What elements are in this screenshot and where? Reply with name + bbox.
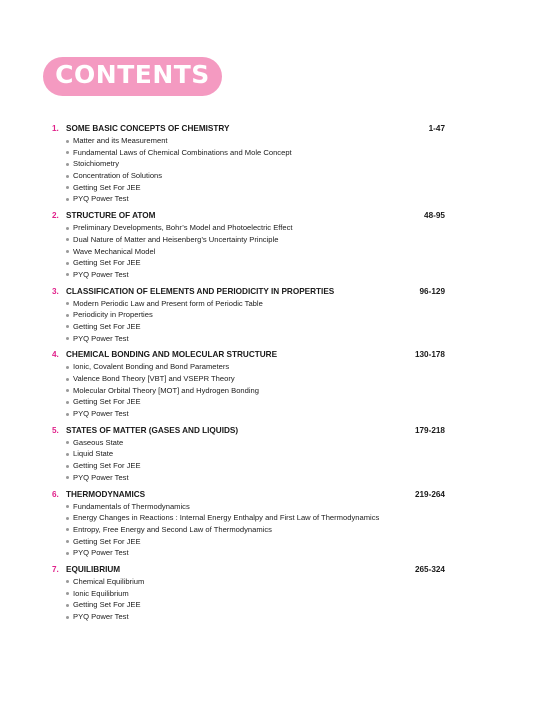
contents-heading: CONTENTS — [55, 60, 210, 89]
topic-item — [52, 512, 445, 524]
bullet-icon — [66, 337, 69, 340]
chapter-heading — [52, 286, 445, 298]
chapter-entry — [52, 286, 445, 345]
topic-item — [52, 599, 445, 611]
bullet-icon — [66, 175, 69, 178]
bullet-icon — [66, 389, 69, 392]
bullet-icon — [66, 517, 69, 520]
topic-label: Getting Set For JEE — [73, 536, 141, 546]
topic-item — [52, 524, 445, 536]
topic-item — [52, 536, 445, 548]
chapter-title: SOME BASIC CONCEPTS OF CHEMISTRY — [66, 124, 230, 133]
topic-list — [52, 298, 445, 345]
bullet-icon — [66, 378, 69, 381]
bullet-icon — [66, 505, 69, 508]
chapter-number: 6. — [52, 489, 59, 499]
chapter-title: EQUILIBRIUM — [66, 564, 121, 574]
topic-label: PYQ Power Test — [73, 612, 129, 621]
bullet-icon — [66, 273, 69, 276]
topic-item — [52, 501, 445, 513]
bullet-icon — [66, 198, 69, 201]
topic-list — [52, 576, 445, 623]
topic-label: Fundamental Laws of Chemical Combinations and Mole Concept — [73, 147, 292, 157]
contents-heading-badge — [43, 57, 222, 96]
chapter-entry — [52, 489, 445, 559]
chapter-title: STRUCTURE OF ATOM — [66, 211, 156, 221]
topic-item — [52, 333, 445, 345]
chapter-title: STATES OF MATTER (GASES AND LIQUIDS) — [66, 425, 239, 435]
bullet-icon — [66, 592, 69, 595]
bullet-icon — [66, 151, 69, 154]
topic-item — [52, 147, 445, 159]
topic-item — [52, 321, 445, 333]
table-of-contents — [52, 123, 445, 628]
chapter-page-range: 265-324 — [414, 564, 445, 574]
chapter-page-range: 219-264 — [414, 489, 445, 499]
bullet-icon — [66, 476, 69, 479]
topic-item — [52, 309, 445, 321]
bullet-icon — [66, 528, 69, 531]
topic-label: Getting Set For JEE — [73, 258, 141, 268]
topic-label: Energy Changes in Reactions : Internal Energy Enthalpy and First Law of Thermodynamics — [73, 513, 380, 523]
topic-label: PYQ Power Test — [73, 333, 129, 343]
topic-label: Entropy, Free Energy and Second Law of Thermodynamics — [73, 524, 272, 534]
chapter-heading — [52, 210, 445, 222]
chapter-heading — [52, 489, 445, 501]
topic-item — [52, 361, 445, 373]
chapter-number: 4. — [52, 350, 59, 360]
chapter-number: 5. — [52, 425, 59, 435]
bullet-icon — [66, 227, 69, 230]
bullet-icon — [66, 186, 69, 189]
topic-item — [52, 437, 445, 449]
bullet-icon — [66, 140, 69, 143]
topic-label: Ionic, Covalent Bonding and Bond Parameters — [73, 362, 230, 372]
bullet-icon — [66, 250, 69, 253]
topic-item — [52, 170, 445, 182]
topic-label: Stoichiometry — [73, 159, 120, 169]
bullet-icon — [66, 401, 69, 404]
bullet-icon — [66, 465, 69, 468]
chapter-number: 3. — [52, 286, 59, 296]
topic-item — [52, 547, 445, 559]
topic-label: Valence Bond Theory [VBT] and VSEPR Theory — [73, 374, 235, 383]
topic-label: Fundamentals of Thermodynamics — [73, 501, 190, 511]
bullet-icon — [66, 262, 69, 265]
topic-item — [52, 257, 445, 269]
topic-label: Getting Set For JEE — [73, 600, 141, 610]
chapter-page-range: 130-178 — [414, 350, 445, 360]
chapter-entry — [52, 210, 445, 280]
bullet-icon — [66, 441, 69, 444]
bullet-icon — [66, 604, 69, 607]
chapter-page-range: 1-47 — [428, 124, 445, 133]
topic-label: Gaseous State — [73, 437, 124, 447]
chapter-title: THERMODYNAMICS — [66, 489, 146, 499]
topic-item — [52, 408, 445, 420]
topic-list — [52, 501, 445, 559]
bullet-icon — [66, 552, 69, 555]
topic-list — [52, 437, 445, 484]
chapter-heading — [52, 123, 445, 135]
chapter-entry — [52, 349, 445, 419]
topic-label: Matter and its Measurement — [73, 136, 168, 145]
bullet-icon — [66, 325, 69, 328]
bullet-icon — [66, 580, 69, 583]
bullet-icon — [66, 616, 69, 619]
chapter-page-range: 48-95 — [424, 211, 445, 221]
topic-item — [52, 158, 445, 170]
bullet-icon — [66, 413, 69, 416]
chapter-number: 7. — [52, 564, 59, 574]
topic-label: PYQ Power Test — [73, 409, 129, 419]
topic-item — [52, 472, 445, 484]
topic-label: Liquid State — [73, 449, 114, 459]
topic-item — [52, 385, 445, 397]
topic-label: Modern Periodic Law and Present form of Periodic Table — [73, 298, 263, 308]
topic-label: Chemical Equilibrium — [73, 576, 145, 586]
topic-item — [52, 373, 445, 385]
topic-item — [52, 448, 445, 460]
topic-item — [52, 246, 445, 258]
topic-label: Getting Set For JEE — [73, 321, 141, 331]
bullet-icon — [66, 366, 69, 369]
topic-item — [52, 182, 445, 194]
topic-list — [52, 135, 445, 205]
chapter-page-range: 179-218 — [414, 425, 445, 435]
topic-list — [52, 222, 445, 280]
topic-label: Ionic Equilibrium — [73, 588, 129, 598]
chapter-entry — [52, 564, 445, 623]
chapter-number: 1. — [52, 124, 59, 133]
chapter-heading — [52, 564, 445, 576]
chapter-entry — [52, 123, 445, 205]
topic-item — [52, 234, 445, 246]
chapter-page-range: 96-129 — [419, 286, 445, 296]
bullet-icon — [66, 163, 69, 166]
topic-label: Getting Set For JEE — [73, 461, 141, 471]
topic-item — [52, 588, 445, 600]
topic-item — [52, 193, 445, 205]
chapter-number: 2. — [52, 211, 59, 221]
bullet-icon — [66, 238, 69, 241]
topic-item — [52, 396, 445, 408]
topic-item — [52, 135, 445, 147]
chapter-entry — [52, 425, 445, 484]
topic-list — [52, 361, 445, 419]
topic-item — [52, 611, 445, 623]
topic-item — [52, 269, 445, 281]
topic-label: Periodicity in Properties — [73, 310, 153, 320]
chapter-heading — [52, 425, 445, 437]
topic-label: PYQ Power Test — [73, 472, 129, 482]
topic-label: Wave Mechanical Model — [73, 246, 156, 256]
bullet-icon — [66, 540, 69, 543]
topic-label: Concentration of Solutions — [73, 171, 163, 181]
chapter-heading — [52, 349, 445, 361]
topic-label: Dual Nature of Matter and Heisenberg’s Uncertainty Principle — [73, 234, 279, 244]
chapter-title: CLASSIFICATION OF ELEMENTS AND PERIODICITY IN PROPERTIES — [66, 286, 335, 296]
topic-item — [52, 222, 445, 234]
topic-label: Molecular Orbital Theory [MOT] and Hydrogen Bonding — [73, 385, 259, 395]
bullet-icon — [66, 302, 69, 305]
topic-item — [52, 460, 445, 472]
topic-label: Getting Set For JEE — [73, 397, 141, 407]
topic-label: PYQ Power Test — [73, 269, 129, 279]
bullet-icon — [66, 453, 69, 456]
topic-label: Getting Set For JEE — [73, 182, 141, 192]
chapter-title: CHEMICAL BONDING AND MOLECULAR STRUCTURE — [66, 350, 278, 360]
topic-label: PYQ Power Test — [73, 194, 129, 204]
topic-label: Preliminary Developments, Bohr’s Model and Photoelectric Effect — [73, 223, 293, 233]
topic-item — [52, 576, 445, 588]
topic-item — [52, 298, 445, 310]
topic-label: PYQ Power Test — [73, 548, 129, 558]
bullet-icon — [66, 314, 69, 317]
